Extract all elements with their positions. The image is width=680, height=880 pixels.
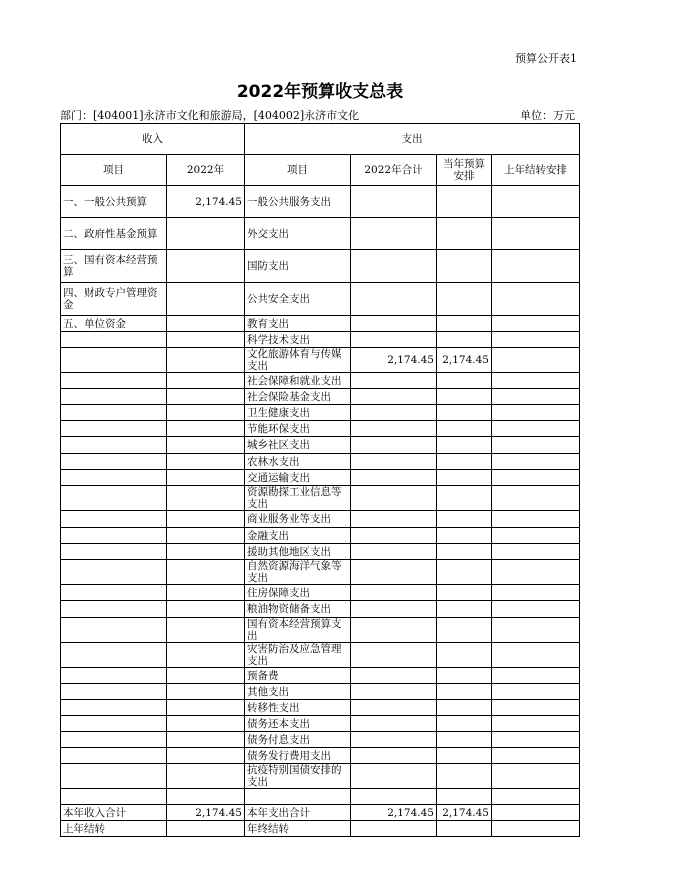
- income-amount-cell: [167, 389, 245, 405]
- exp-item-cell: 债务付息支出: [245, 732, 351, 748]
- spacer-cell: [351, 789, 437, 805]
- exp-total-cell: [351, 421, 437, 437]
- exp-carry-cell: [492, 585, 580, 601]
- exp-item-cell: 援助其他地区支出: [245, 544, 351, 560]
- exp-item-cell: 金融支出: [245, 528, 351, 544]
- exp-carry-cell: [492, 373, 580, 389]
- exp-item-cell: 资源勘探工业信息等支出: [245, 486, 351, 511]
- exp-total-cell: [351, 186, 437, 218]
- exp-carry-cell: [492, 283, 580, 316]
- exp-item-cell: 灾害防治及应急管理支出: [245, 643, 351, 668]
- exp-carry-cell: [492, 732, 580, 748]
- income-amount-cell: [167, 332, 245, 348]
- exp-current-cell: [437, 668, 492, 684]
- table-row: [61, 373, 580, 389]
- year-end-current: [437, 821, 492, 837]
- exp-current-cell: [437, 437, 492, 454]
- carryover-income-amount: [167, 821, 245, 837]
- exp-total-label: 本年支出合计: [245, 805, 351, 821]
- exp-total-cell: [351, 316, 437, 332]
- exp-current-cell: [437, 186, 492, 218]
- income-amount-cell: [167, 218, 245, 250]
- exp-total-cell: [351, 470, 437, 486]
- year-end-label: 年终结转: [245, 821, 351, 837]
- exp-current-cell: [437, 764, 492, 789]
- exp-current-cell: [437, 421, 492, 437]
- exp-current-cell: [437, 700, 492, 716]
- exp-carry-cell: [492, 316, 580, 332]
- exp-current-cell: [437, 486, 492, 511]
- exp-total-cell: [351, 748, 437, 764]
- totals-row: [61, 805, 580, 821]
- budget-table: [60, 123, 580, 837]
- exp-total-cell: [351, 764, 437, 789]
- income-amount-cell: [167, 348, 245, 373]
- income-amount-cell: [167, 373, 245, 389]
- exp-item-cell: 债务还本支出: [245, 716, 351, 732]
- exp-item-cell: 粮油物资储备支出: [245, 601, 351, 618]
- income-item-cell: [61, 601, 167, 618]
- exp-item-cell: 国有资本经营预算支出: [245, 618, 351, 643]
- table-row: [61, 348, 580, 373]
- spacer-cell: [167, 789, 245, 805]
- income-item-cell: [61, 486, 167, 511]
- exp-carry-cell: [492, 544, 580, 560]
- income-amount-cell: [167, 544, 245, 560]
- exp-carry-cell: [492, 528, 580, 544]
- table-row: [61, 316, 580, 332]
- exp-item-cell: 社会保险基金支出: [245, 389, 351, 405]
- unit-label: 单位：万元: [520, 109, 575, 122]
- income-item-cell: [61, 373, 167, 389]
- spacer-cell: [437, 789, 492, 805]
- exp-carry-cell: [492, 421, 580, 437]
- spacer-row: [61, 789, 580, 805]
- exp-carry-total: [492, 805, 580, 821]
- exp-total-cell: [351, 618, 437, 643]
- table-row: [61, 700, 580, 716]
- exp-total-cell: [351, 405, 437, 421]
- income-item-cell: 三、国有资本经营预算: [61, 250, 167, 283]
- exp-item-cell: 节能环保支出: [245, 421, 351, 437]
- expenditure-header: 支出: [245, 124, 580, 155]
- exp-carry-cell: [492, 668, 580, 684]
- exp-carry-cell: [492, 716, 580, 732]
- table-row: [61, 421, 580, 437]
- exp-carry-cell: [492, 684, 580, 700]
- exp-current-total: 2,174.45: [437, 805, 492, 821]
- exp-current-cell: [437, 732, 492, 748]
- exp-carry-cell: [492, 764, 580, 789]
- exp-carry-cell: [492, 454, 580, 470]
- table-row: [61, 470, 580, 486]
- exp-item-cell: 科学技术支出: [245, 332, 351, 348]
- exp-total-cell: [351, 643, 437, 668]
- exp-carry-header: 上年结转安排: [492, 155, 580, 186]
- exp-total-cell: [351, 511, 437, 528]
- year-end-carry: [492, 821, 580, 837]
- table-row: [61, 454, 580, 470]
- exp-total-amount: 2,174.45: [351, 805, 437, 821]
- exp-carry-cell: [492, 643, 580, 668]
- income-item-cell: 四、财政专户管理资金: [61, 283, 167, 316]
- exp-item-header: 项目: [245, 155, 351, 186]
- exp-current-cell: [437, 332, 492, 348]
- income-amount-cell: [167, 764, 245, 789]
- exp-total-cell: [351, 732, 437, 748]
- exp-item-cell: 农林水支出: [245, 454, 351, 470]
- exp-current-cell: [437, 528, 492, 544]
- exp-total-cell: [351, 454, 437, 470]
- income-item-cell: 二、政府性基金预算: [61, 218, 167, 250]
- table-row: [61, 186, 580, 218]
- income-header: 收入: [61, 124, 245, 155]
- income-item-cell: [61, 732, 167, 748]
- exp-item-cell: 预备费: [245, 668, 351, 684]
- exp-current-cell: [437, 601, 492, 618]
- spacer-cell: [492, 789, 580, 805]
- income-item-cell: [61, 643, 167, 668]
- income-amount-cell: [167, 437, 245, 454]
- income-amount-cell: [167, 618, 245, 643]
- income-amount-cell: [167, 684, 245, 700]
- income-amount-cell: [167, 585, 245, 601]
- exp-total-header: 2022年合计: [351, 155, 437, 186]
- exp-current-cell: [437, 405, 492, 421]
- department-label: 部门：[404001]永济市文化和旅游局，[404002]永济市文化: [60, 109, 360, 122]
- carryover-income-label: 上年结转: [61, 821, 167, 837]
- exp-current-cell: [437, 716, 492, 732]
- table-row: [61, 332, 580, 348]
- exp-total-cell: [351, 700, 437, 716]
- table-row: [61, 528, 580, 544]
- exp-carry-cell: [492, 560, 580, 585]
- income-item-cell: [61, 716, 167, 732]
- exp-item-cell: 国防支出: [245, 250, 351, 283]
- table-row: [61, 601, 580, 618]
- income-amount-cell: [167, 748, 245, 764]
- exp-item-cell: 城乡社区支出: [245, 437, 351, 454]
- income-amount-cell: [167, 316, 245, 332]
- income-item-header: 项目: [61, 155, 167, 186]
- exp-total-cell: [351, 486, 437, 511]
- table-row: [61, 732, 580, 748]
- table-row: [61, 716, 580, 732]
- income-item-cell: [61, 511, 167, 528]
- page-title: 2022年预算收支总表: [236, 82, 404, 102]
- table-row: [61, 218, 580, 250]
- income-amount-cell: [167, 643, 245, 668]
- table-row: [61, 684, 580, 700]
- exp-item-cell: 商业服务业等支出: [245, 511, 351, 528]
- exp-carry-cell: [492, 186, 580, 218]
- exp-current-cell: [437, 218, 492, 250]
- exp-total-cell: [351, 585, 437, 601]
- exp-carry-cell: [492, 218, 580, 250]
- exp-item-cell: 转移性支出: [245, 700, 351, 716]
- header-row-columns: [61, 155, 580, 186]
- income-item-cell: [61, 585, 167, 601]
- exp-carry-cell: [492, 511, 580, 528]
- exp-carry-cell: [492, 700, 580, 716]
- exp-carry-cell: [492, 486, 580, 511]
- income-amount-cell: [167, 700, 245, 716]
- exp-current-cell: [437, 373, 492, 389]
- income-amount-cell: [167, 601, 245, 618]
- income-item-cell: [61, 544, 167, 560]
- carryover-row: [61, 821, 580, 837]
- exp-current-cell: [437, 250, 492, 283]
- income-amount-cell: [167, 486, 245, 511]
- income-total-amount: 2,174.45: [167, 805, 245, 821]
- exp-carry-cell: [492, 470, 580, 486]
- exp-total-cell: [351, 332, 437, 348]
- table-row: [61, 618, 580, 643]
- income-item-cell: [61, 421, 167, 437]
- income-item-cell: [61, 348, 167, 373]
- income-year-header: 2022年: [167, 155, 245, 186]
- income-item-cell: 一、一般公共预算: [61, 186, 167, 218]
- exp-total-cell: [351, 684, 437, 700]
- income-amount-cell: [167, 405, 245, 421]
- income-amount-cell: [167, 668, 245, 684]
- exp-item-cell: 公共安全支出: [245, 283, 351, 316]
- income-amount-cell: [167, 470, 245, 486]
- income-item-cell: [61, 454, 167, 470]
- income-amount-cell: [167, 716, 245, 732]
- exp-item-cell: 债务发行费用支出: [245, 748, 351, 764]
- income-item-cell: [61, 437, 167, 454]
- income-item-cell: [61, 748, 167, 764]
- exp-total-cell: [351, 544, 437, 560]
- exp-current-cell: [437, 560, 492, 585]
- exp-total-cell: [351, 528, 437, 544]
- exp-total-cell: [351, 668, 437, 684]
- exp-total-cell: [351, 437, 437, 454]
- exp-total-cell: [351, 716, 437, 732]
- table-row: [61, 585, 580, 601]
- table-row: [61, 405, 580, 421]
- income-amount-cell: [167, 511, 245, 528]
- exp-current-cell: [437, 585, 492, 601]
- exp-current-cell: [437, 389, 492, 405]
- income-amount-cell: [167, 528, 245, 544]
- exp-current-cell: [437, 511, 492, 528]
- table-row: [61, 643, 580, 668]
- exp-current-cell: [437, 283, 492, 316]
- exp-carry-cell: [492, 250, 580, 283]
- exp-total-cell: 2,174.45: [351, 348, 437, 373]
- income-item-cell: [61, 700, 167, 716]
- exp-carry-cell: [492, 332, 580, 348]
- exp-current-cell: [437, 643, 492, 668]
- exp-item-cell: 一般公共服务支出: [245, 186, 351, 218]
- income-item-cell: [61, 470, 167, 486]
- table-row: [61, 283, 580, 316]
- exp-total-cell: [351, 601, 437, 618]
- table-row: [61, 437, 580, 454]
- exp-total-cell: [351, 560, 437, 585]
- income-item-cell: [61, 405, 167, 421]
- income-item-cell: [61, 618, 167, 643]
- header-row-group: [61, 124, 580, 155]
- exp-total-cell: [351, 250, 437, 283]
- exp-item-cell: 教育支出: [245, 316, 351, 332]
- exp-item-cell: 抗疫特别国债安排的支出: [245, 764, 351, 789]
- income-item-cell: [61, 684, 167, 700]
- exp-current-cell: 2,174.45: [437, 348, 492, 373]
- income-amount-cell: [167, 283, 245, 316]
- income-item-cell: [61, 668, 167, 684]
- income-total-label: 本年收入合计: [61, 805, 167, 821]
- income-item-cell: [61, 560, 167, 585]
- exp-carry-cell: [492, 348, 580, 373]
- exp-current-cell: [437, 316, 492, 332]
- table-row: [61, 668, 580, 684]
- exp-current-cell: [437, 454, 492, 470]
- table-row: [61, 389, 580, 405]
- exp-carry-cell: [492, 405, 580, 421]
- table-row: [61, 511, 580, 528]
- year-end-total: [351, 821, 437, 837]
- exp-item-cell: 外交支出: [245, 218, 351, 250]
- exp-carry-cell: [492, 437, 580, 454]
- table-row: [61, 544, 580, 560]
- exp-carry-cell: [492, 389, 580, 405]
- exp-total-cell: [351, 283, 437, 316]
- income-item-cell: [61, 332, 167, 348]
- income-item-cell: 五、单位资金: [61, 316, 167, 332]
- exp-total-cell: [351, 389, 437, 405]
- spacer-cell: [61, 789, 167, 805]
- income-amount-cell: [167, 560, 245, 585]
- exp-current-cell: [437, 684, 492, 700]
- exp-item-cell: 交通运输支出: [245, 470, 351, 486]
- income-item-cell: [61, 764, 167, 789]
- exp-total-cell: [351, 373, 437, 389]
- income-amount-cell: 2,174.45: [167, 186, 245, 218]
- income-amount-cell: [167, 421, 245, 437]
- exp-total-cell: [351, 218, 437, 250]
- exp-current-cell: [437, 470, 492, 486]
- exp-item-cell: 住房保障支出: [245, 585, 351, 601]
- spacer-cell: [245, 789, 351, 805]
- table-row: [61, 764, 580, 789]
- table-row: [61, 748, 580, 764]
- exp-item-cell: 社会保障和就业支出: [245, 373, 351, 389]
- income-amount-cell: [167, 732, 245, 748]
- income-item-cell: [61, 528, 167, 544]
- income-item-cell: [61, 389, 167, 405]
- table-row: [61, 560, 580, 585]
- exp-current-header: 当年预算安排: [437, 155, 492, 186]
- table-number: 预算公开表1: [515, 52, 577, 65]
- exp-item-cell: 文化旅游体育与传媒支出: [245, 348, 351, 373]
- table-row: [61, 250, 580, 283]
- income-amount-cell: [167, 250, 245, 283]
- income-amount-cell: [167, 454, 245, 470]
- exp-carry-cell: [492, 618, 580, 643]
- exp-current-cell: [437, 544, 492, 560]
- exp-current-cell: [437, 618, 492, 643]
- exp-carry-cell: [492, 748, 580, 764]
- exp-carry-cell: [492, 601, 580, 618]
- exp-item-cell: 其他支出: [245, 684, 351, 700]
- exp-item-cell: 卫生健康支出: [245, 405, 351, 421]
- table-row: [61, 486, 580, 511]
- exp-item-cell: 自然资源海洋气象等支出: [245, 560, 351, 585]
- exp-current-cell: [437, 748, 492, 764]
